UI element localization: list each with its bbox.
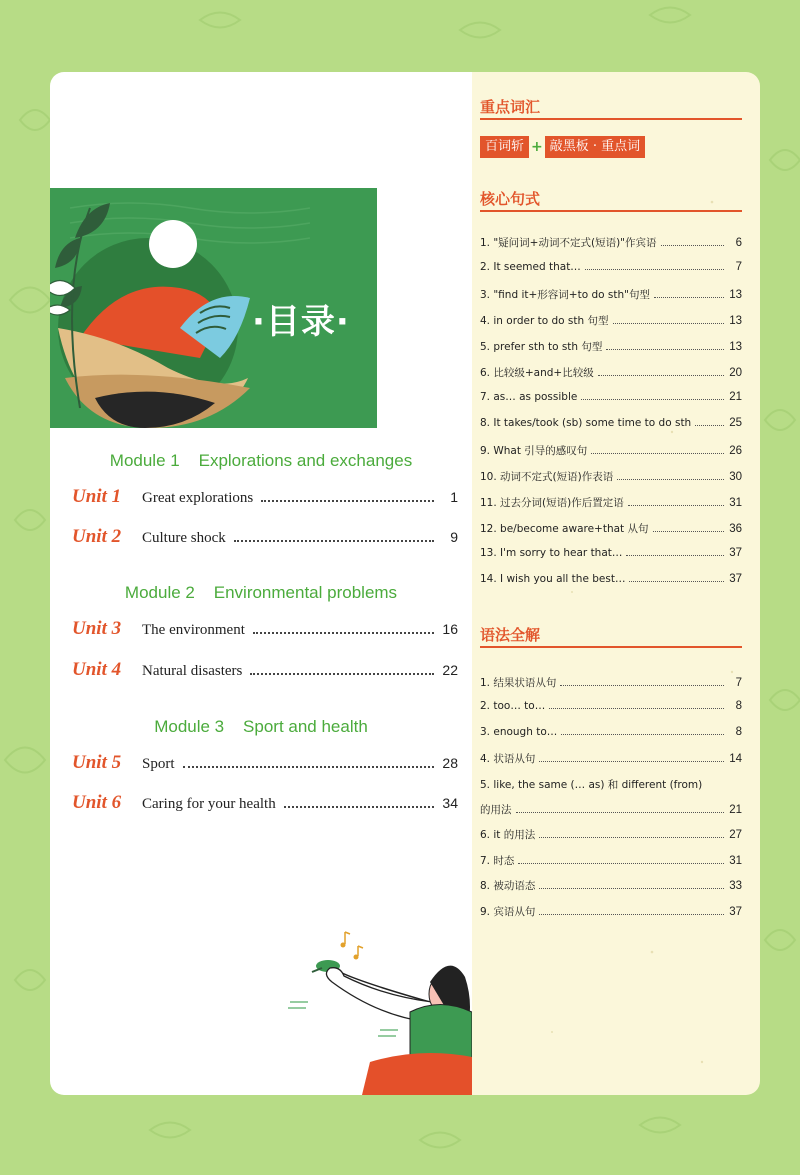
- module-3-heading: Module 3 Sport and health: [154, 717, 368, 736]
- module-1-heading: Module 1 Explorations and exchanges: [109, 451, 413, 470]
- unit-title: Culture shock: [142, 530, 226, 546]
- leader-dots: [585, 269, 724, 270]
- leader-dots: [539, 761, 724, 762]
- leader-dots: [606, 349, 724, 350]
- tag-baici[interactable]: 百词斩: [480, 136, 529, 158]
- leader-dots: [654, 297, 724, 298]
- vocab-tags: [480, 136, 645, 158]
- toc-entry[interactable]: [480, 313, 742, 333]
- unit-label: Unit 6: [72, 792, 122, 813]
- page-number: 26: [729, 445, 742, 457]
- page-number: 7: [735, 261, 742, 273]
- leader-dots: [234, 540, 434, 542]
- page-number: 13: [729, 289, 742, 301]
- toc-entry[interactable]: [480, 443, 742, 463]
- entry-text: 4. 状语从句: [480, 753, 536, 766]
- toc-entry[interactable]: [480, 904, 742, 924]
- leader-dots: [628, 505, 724, 506]
- unit-title: Great explorations: [142, 490, 254, 506]
- entry-text: 5. like, the same (… as) 和 different (from): [480, 778, 703, 791]
- unit-1-row[interactable]: [72, 486, 458, 512]
- page-number: 36: [729, 523, 742, 535]
- leader-dots: [581, 399, 724, 400]
- entry-text: 3. "find it+形容词+to do sth"句型: [480, 289, 650, 301]
- leader-dots: [539, 837, 724, 838]
- page-number: 37: [729, 905, 742, 918]
- entry-text: 6. 比较级+and+比较级: [480, 367, 594, 379]
- contents-title: ·目录·: [252, 302, 350, 342]
- page-number: 37: [729, 573, 742, 585]
- page-number: 30: [729, 471, 742, 483]
- tag-key-words[interactable]: 敲黑板 · 重点词: [545, 136, 645, 158]
- sentences-heading: 核心句式: [480, 188, 742, 212]
- page-number: 13: [729, 341, 742, 353]
- unit-label: Unit 3: [72, 618, 122, 639]
- entry-text: 5. prefer sth to sth 句型: [480, 341, 603, 353]
- entry-text: 14. I wish you all the best…: [480, 573, 626, 585]
- page-number: 14: [729, 753, 742, 766]
- leader-dots: [253, 632, 434, 634]
- contents-right-panel: [472, 72, 760, 1095]
- toc-entry[interactable]: [480, 417, 742, 437]
- leader-dots: [560, 685, 724, 686]
- toc-entry[interactable]: [480, 391, 742, 411]
- leader-dots: [183, 766, 434, 768]
- leader-dots: [516, 812, 725, 813]
- leader-dots: [539, 914, 724, 915]
- entry-text: 的用法: [480, 804, 512, 816]
- leader-dots: [653, 531, 724, 532]
- leader-dots: [250, 673, 434, 675]
- unit-title: Sport: [142, 756, 175, 772]
- leader-dots: [598, 375, 724, 376]
- entry-text: 8. It takes/took (sb) some time to do sth: [480, 417, 692, 429]
- entry-text: 1. 结果状语从句: [480, 677, 557, 689]
- page-number: 8: [735, 700, 742, 713]
- plus-sign: +: [531, 139, 543, 155]
- page-number: 20: [729, 367, 742, 379]
- leader-dots: [617, 479, 724, 480]
- toc-entry[interactable]: [480, 777, 742, 797]
- leader-dots: [626, 555, 724, 556]
- leader-dots: [261, 500, 434, 502]
- leader-dots: [518, 863, 724, 864]
- leader-dots: [629, 581, 724, 582]
- page-number: 22: [442, 662, 458, 678]
- page-number: 25: [729, 417, 742, 429]
- unit-title: The environment: [142, 622, 245, 638]
- contents-left-panel: [50, 72, 472, 1095]
- toc-entry[interactable]: [480, 573, 742, 593]
- page-number: 21: [729, 804, 742, 816]
- entry-text: 2. too… to…: [480, 700, 546, 713]
- toc-entry[interactable]: [480, 261, 742, 281]
- entry-text: 2. It seemed that…: [480, 261, 581, 273]
- page-number: 31: [729, 854, 742, 867]
- toc-entry[interactable]: [480, 675, 742, 695]
- toc-entry[interactable]: [480, 878, 742, 898]
- entry-text: 13. I'm sorry to hear that…: [480, 547, 623, 559]
- page-number: 13: [729, 315, 742, 327]
- unit-label: Unit 5: [72, 752, 122, 773]
- leader-dots: [591, 453, 724, 454]
- unit-6-row[interactable]: [72, 792, 458, 818]
- page-number: 21: [729, 391, 742, 403]
- leader-dots: [539, 888, 724, 889]
- page-number: 9: [450, 529, 458, 545]
- leader-dots: [284, 806, 434, 808]
- grammar-heading: 语法全解: [480, 624, 742, 648]
- leader-dots: [549, 708, 724, 709]
- toc-entry[interactable]: [480, 802, 742, 822]
- unit-label: Unit 2: [72, 526, 122, 547]
- page-number: 27: [729, 829, 742, 842]
- leader-dots: [661, 245, 724, 246]
- entry-text: 11. 过去分词(短语)作后置定语: [480, 497, 624, 509]
- unit-2-row[interactable]: [72, 526, 458, 552]
- toc-entry[interactable]: [480, 365, 742, 385]
- toc-entry[interactable]: [480, 521, 742, 541]
- toc-entry[interactable]: [480, 469, 742, 489]
- toc-entry[interactable]: [480, 495, 742, 515]
- leader-dots: [561, 734, 724, 735]
- toc-entry[interactable]: [480, 235, 742, 255]
- entry-text: 1. "疑问词+动词不定式(短语)"作宾语: [480, 237, 657, 249]
- entry-text: 7. as… as possible: [480, 391, 578, 403]
- entry-text: 12. be/become aware+that 从句: [480, 523, 649, 535]
- entry-text: 6. it 的用法: [480, 829, 536, 842]
- toc-entry[interactable]: [480, 853, 742, 873]
- leader-dots: [613, 323, 725, 324]
- vocab-heading: 重点词汇: [480, 96, 742, 120]
- entry-text: 9. What 引导的感叹句: [480, 445, 588, 457]
- unit-label: Unit 1: [72, 486, 122, 507]
- unit-title: Caring for your health: [142, 796, 276, 812]
- toc-entry[interactable]: [480, 700, 742, 720]
- toc-entry[interactable]: [480, 751, 742, 771]
- page-number: 28: [442, 755, 458, 771]
- toc-entry[interactable]: [480, 726, 742, 746]
- toc-entry[interactable]: [480, 339, 742, 359]
- module-2-heading: Module 2 Environmental problems: [124, 583, 398, 602]
- page-number: 1: [450, 489, 458, 505]
- page-number: 33: [729, 880, 742, 893]
- unit-title: Natural disasters: [142, 663, 243, 679]
- page-number: 34: [442, 795, 458, 811]
- page-number: 8: [735, 725, 742, 738]
- unit-label: Unit 4: [72, 659, 122, 680]
- entry-text: 10. 动词不定式(短语)作表语: [480, 471, 614, 483]
- unit-3-row[interactable]: [72, 618, 458, 644]
- entry-text: 3. enough to…: [480, 725, 558, 738]
- entry-text: 8. 被动语态: [480, 880, 536, 893]
- entry-text: 7. 时态: [480, 854, 515, 867]
- unit-4-row[interactable]: [72, 659, 458, 685]
- toc-entry[interactable]: [480, 547, 742, 567]
- page-number: 31: [729, 497, 742, 509]
- entry-text: 9. 宾语从句: [480, 905, 536, 918]
- toc-entry[interactable]: [480, 827, 742, 847]
- page-number: 37: [729, 547, 742, 559]
- entry-text: 4. in order to do sth 句型: [480, 315, 609, 327]
- toc-entry[interactable]: [480, 287, 742, 307]
- girl-with-bird-illustration: [250, 922, 472, 1095]
- leader-dots: [695, 425, 724, 426]
- page-number: 7: [735, 677, 742, 689]
- page-number: 16: [442, 621, 458, 637]
- page-number: 6: [735, 237, 742, 249]
- unit-5-row[interactable]: [72, 752, 458, 778]
